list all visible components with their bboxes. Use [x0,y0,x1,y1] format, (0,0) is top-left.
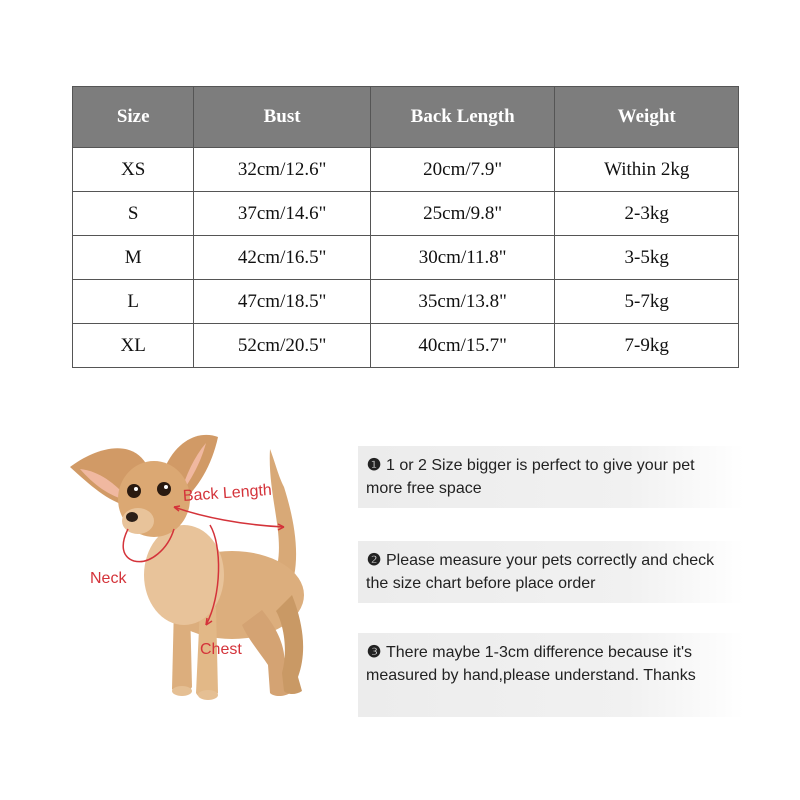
table-header-row [73,87,739,148]
number-two-icon: ❷ [366,552,382,569]
note-size-bigger [358,446,744,508]
table-row [73,148,739,192]
weight-cell: 7-9kg [555,324,739,368]
dog-icon [70,435,304,700]
note-text: Please measure your pets correctly and check the size chart before place order [366,552,715,592]
header-weight: Weight [555,87,739,148]
size-cell: S [73,192,194,236]
header-bust: Bust [194,87,371,148]
note-measure-correctly [358,541,744,603]
back-length-cell: 30cm/11.8" [370,236,555,280]
size-cell: XL [73,324,194,368]
note-measurement-difference [358,633,744,717]
back-length-cell: 35cm/13.8" [370,280,555,324]
bust-cell: 52cm/20.5" [194,324,371,368]
bust-cell: 42cm/16.5" [194,236,371,280]
weight-cell: 5-7kg [555,280,739,324]
back-length-measure-line [174,507,284,527]
weight-cell: 2-3kg [555,192,739,236]
header-size: Size [73,87,194,148]
note-text: There maybe 1-3cm difference because it's measured by hand,please understand. Thanks [366,644,696,684]
table-row [73,192,739,236]
header-back-length: Back Length [370,87,555,148]
weight-cell: 3-5kg [555,236,739,280]
size-cell: M [73,236,194,280]
back-length-cell: 40cm/15.7" [370,324,555,368]
number-one-icon: ❶ [366,457,382,474]
back-length-cell: 20cm/7.9" [370,148,555,192]
note-text: 1 or 2 Size bigger is perfect to give your pet more free space [366,457,695,497]
size-cell: XS [73,148,194,192]
back-length-cell: 25cm/9.8" [370,192,555,236]
table-row [73,280,739,324]
bust-cell: 37cm/14.6" [194,192,371,236]
size-chart-table [72,86,739,368]
table-row [73,236,739,280]
table-row [73,324,739,368]
chest-label: Chest [200,641,242,658]
back-length-label: Back Length [182,481,273,505]
weight-cell: Within 2kg [555,148,739,192]
number-three-icon: ❸ [366,644,382,661]
size-cell: L [73,280,194,324]
neck-label: Neck [90,570,127,587]
bust-cell: 47cm/18.5" [194,280,371,324]
bust-cell: 32cm/12.6" [194,148,371,192]
